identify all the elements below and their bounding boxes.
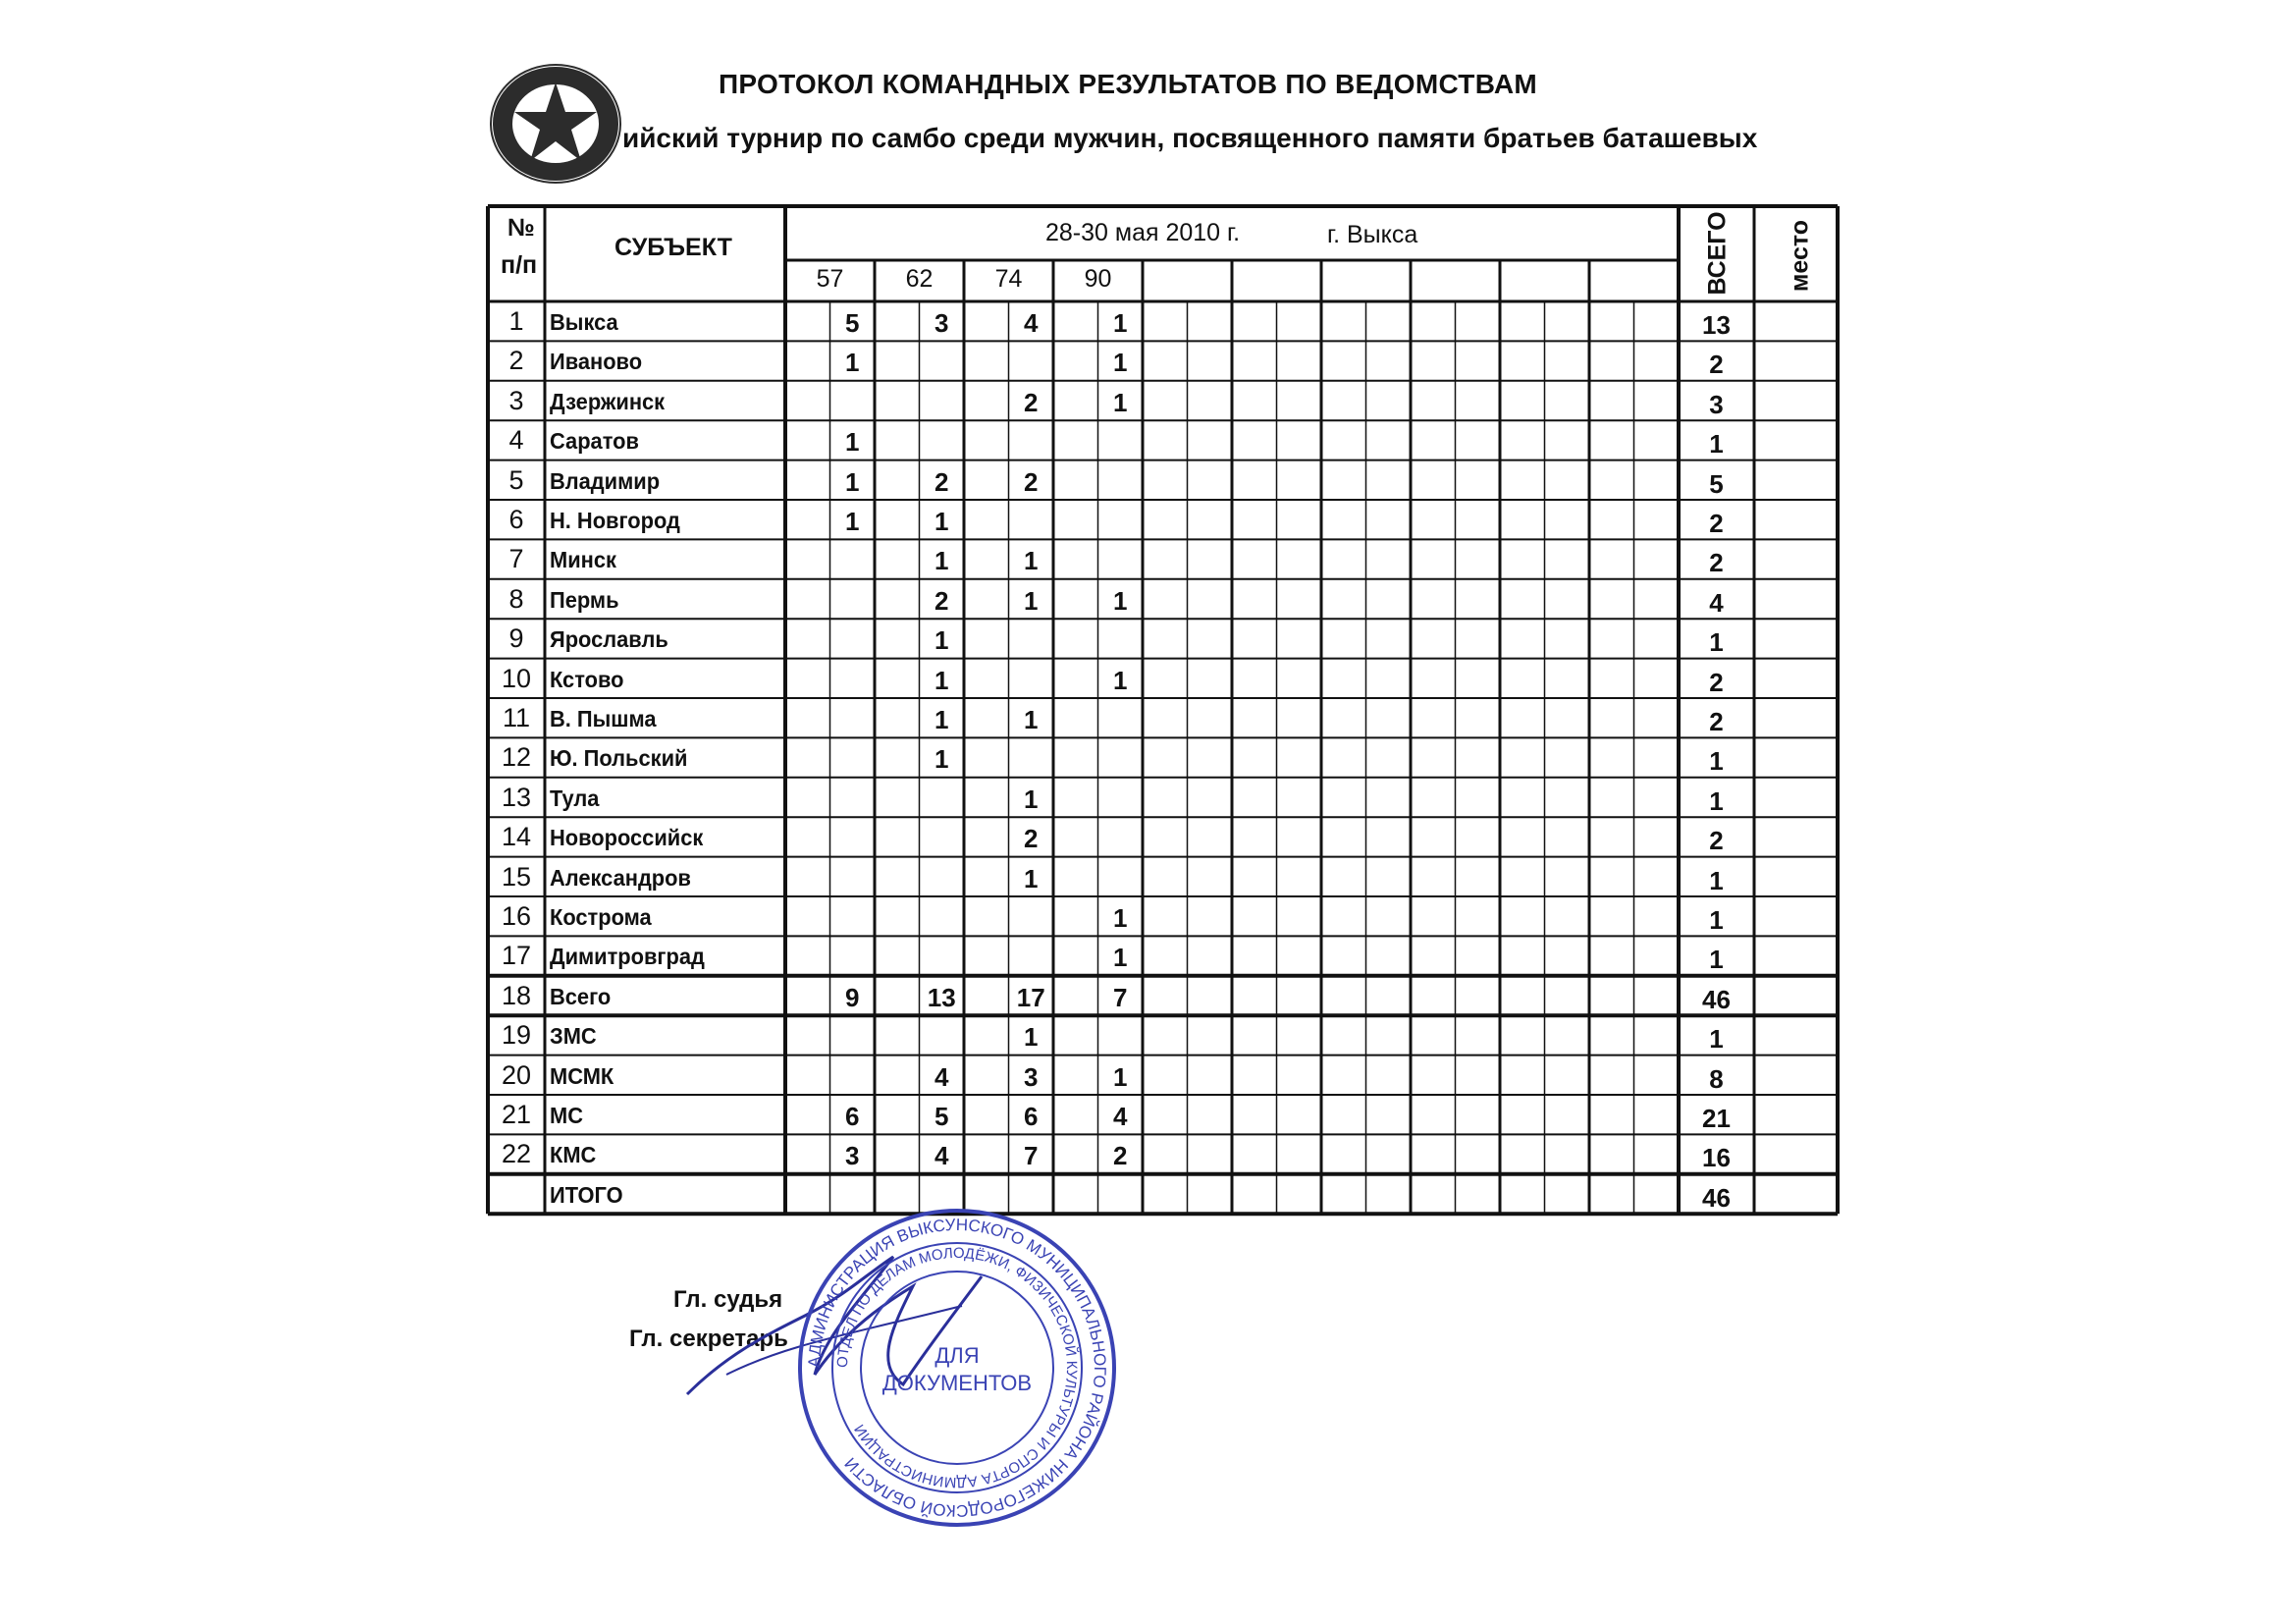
row-number: 5 [508, 464, 524, 495]
row-total: 46 [1702, 1182, 1731, 1213]
svg-text:ДЛЯ: ДЛЯ [934, 1343, 980, 1368]
subject-name: Н. Новгород [550, 508, 680, 533]
subject-name: В. Пышма [550, 706, 657, 731]
row-number: 12 [501, 742, 532, 773]
weight-value-74: 17 [1016, 982, 1045, 1012]
document-subtitle: ийский турнир по самбо среди мужчин, посвященного памяти братьев баташевых [622, 123, 1758, 153]
weight-header-74: 74 [994, 265, 1023, 293]
weight-header-90: 90 [1084, 265, 1112, 293]
subject-name: Ю. Польский [550, 745, 688, 772]
subject-name: Тула [550, 785, 600, 811]
subject-name: Выкса [550, 309, 618, 335]
row-total: 21 [1702, 1104, 1731, 1133]
weight-value-62: 1 [934, 665, 949, 695]
subject-name: МСМК [550, 1062, 614, 1089]
chief-secretary-label: Гл. секретарь [629, 1326, 788, 1352]
col-number-header: № [507, 214, 535, 242]
row-number: 3 [508, 385, 524, 415]
weight-value-74: 1 [1024, 784, 1039, 814]
weight-value-90: 7 [1113, 982, 1128, 1012]
row-total: 13 [1702, 310, 1731, 340]
weight-header-62: 62 [905, 265, 934, 293]
row-number: 11 [502, 703, 531, 732]
tournament-city: г. Выкса [1327, 221, 1418, 248]
row-number: 2 [508, 346, 524, 376]
weight-value-57: 1 [845, 507, 860, 536]
row-total: 1 [1709, 429, 1724, 460]
weight-value-90: 1 [1113, 308, 1128, 338]
weight-value-74: 1 [1024, 863, 1039, 893]
chief-judge-label: Гл. судья [673, 1286, 783, 1313]
svg-text:ОТДЕЛ ПО ДЕЛАМ МОЛОДЁЖИ, ФИЗИЧ: ОТДЕЛ ПО ДЕЛАМ МОЛОДЁЖИ, ФИЗИЧЕСКОЙ КУЛЬТУРЫ И СПОРТА АДМИНИСТРАЦИИ [833, 1244, 1081, 1491]
weight-value-57: 1 [845, 427, 860, 458]
weight-value-74: 4 [1024, 308, 1039, 338]
subject-name: Иваново [550, 349, 643, 375]
row-number: 16 [501, 901, 532, 931]
row-total: 2 [1709, 707, 1724, 736]
row-number: 21 [501, 1100, 532, 1129]
row-total: 5 [1709, 468, 1724, 499]
row-number: 7 [508, 544, 524, 574]
row-number: 4 [508, 425, 524, 456]
row-total: 1 [1709, 627, 1724, 658]
weight-value-90: 1 [1113, 585, 1128, 616]
row-number: 18 [501, 980, 532, 1010]
col-subject-header: СУБЪЕКТ [614, 234, 732, 261]
weight-value-57: 6 [845, 1102, 860, 1131]
col-number-header-sub: п/п [501, 251, 538, 279]
weight-value-90: 4 [1113, 1102, 1128, 1131]
weight-value-62: 13 [927, 982, 956, 1012]
row-total: 3 [1709, 389, 1724, 419]
row-number: 6 [508, 505, 524, 534]
weight-value-74: 3 [1024, 1061, 1039, 1092]
row-total: 1 [1709, 865, 1724, 895]
subject-name: Новороссийск [550, 825, 704, 851]
row-total: 4 [1709, 587, 1724, 618]
subject-name: ЗМС [550, 1023, 597, 1050]
row-total: 8 [1709, 1063, 1724, 1094]
weight-value-74: 1 [1024, 705, 1039, 734]
weight-value-74: 2 [1024, 466, 1039, 497]
weight-value-62: 4 [934, 1061, 949, 1092]
subject-name: Саратов [550, 428, 639, 455]
subject-name: ИТОГО [550, 1181, 623, 1208]
subject-name: МС [550, 1103, 583, 1128]
subject-name: Кстово [550, 666, 624, 692]
weight-value-62: 1 [934, 507, 949, 536]
subject-name: Ярославль [550, 626, 668, 653]
row-number: 13 [501, 782, 532, 812]
subject-name: Пермь [550, 586, 619, 613]
subject-name: Димитровград [550, 944, 705, 970]
weight-value-57: 1 [845, 466, 860, 497]
row-total: 2 [1709, 350, 1724, 380]
tournament-date: 28-30 мая 2010 г. [1045, 219, 1241, 246]
weight-value-90: 2 [1113, 1141, 1128, 1171]
weight-value-74: 1 [1024, 546, 1039, 576]
subject-name: Кострома [550, 904, 652, 930]
weight-value-74: 2 [1024, 387, 1039, 417]
weight-value-62: 1 [934, 705, 949, 734]
weight-value-74: 1 [1024, 585, 1039, 616]
svg-text:ДОКУМЕНТОВ: ДОКУМЕНТОВ [881, 1371, 1033, 1395]
weight-value-74: 1 [1024, 1022, 1039, 1053]
official-stamp [795, 1206, 1119, 1530]
weight-value-90: 1 [1113, 943, 1128, 973]
weight-value-57: 5 [845, 308, 860, 338]
weight-value-62: 1 [934, 625, 949, 656]
row-total: 1 [1709, 945, 1724, 975]
row-number: 17 [501, 941, 532, 971]
subject-name: Александров [550, 864, 691, 891]
svg-text:АДМИНИСТРАЦИЯ ВЫКСУНСКОГО МУНИ: АДМИНИСТРАЦИЯ ВЫКСУНСКОГО МУНИЦИПАЛЬНОГО РАЙОНА НИЖЕГОРОДСКОЙ ОБЛАСТИ [804, 1215, 1110, 1521]
weight-value-90: 1 [1113, 387, 1128, 417]
weight-value-57: 3 [845, 1141, 860, 1171]
weight-value-62: 5 [934, 1102, 949, 1131]
subject-name: Всего [550, 983, 612, 1009]
weight-value-62: 3 [934, 308, 949, 338]
row-total: 16 [1702, 1143, 1731, 1173]
subject-name: Минск [550, 547, 616, 573]
row-number: 15 [501, 861, 532, 892]
weight-value-62: 1 [934, 744, 949, 775]
row-total: 2 [1709, 509, 1724, 538]
row-number: 14 [501, 822, 532, 852]
weight-value-90: 1 [1113, 348, 1128, 378]
row-total: 2 [1709, 548, 1724, 578]
row-number: 8 [508, 583, 524, 614]
col-place-header: место [1786, 219, 1814, 293]
subject-name: Дзержинск [550, 388, 666, 414]
row-number: 1 [508, 306, 524, 336]
row-number: 20 [501, 1059, 532, 1090]
row-number: 22 [501, 1139, 532, 1169]
subject-name: Владимир [550, 467, 661, 494]
weight-value-74: 6 [1024, 1102, 1039, 1131]
weight-value-62: 2 [934, 585, 949, 616]
row-total: 1 [1709, 746, 1724, 777]
row-total: 1 [1709, 785, 1724, 816]
row-number: 19 [501, 1020, 532, 1051]
weight-value-90: 1 [1113, 1061, 1128, 1092]
row-total: 1 [1709, 905, 1724, 935]
subject-name: КМС [550, 1142, 597, 1168]
weight-value-62: 1 [934, 546, 949, 576]
row-total: 46 [1702, 984, 1731, 1014]
row-total: 1 [1709, 1024, 1724, 1055]
document-title: ПРОТОКОЛ КОМАНДНЫХ РЕЗУЛЬТАТОВ ПО ВЕДОМСТВАМ [719, 69, 1537, 99]
weight-value-74: 2 [1024, 824, 1039, 854]
weight-value-57: 9 [845, 982, 860, 1012]
weight-value-74: 7 [1024, 1141, 1039, 1171]
weight-value-62: 4 [934, 1141, 949, 1171]
weight-value-62: 2 [934, 466, 949, 497]
col-total-header: ВСЕГО [1703, 211, 1732, 296]
row-total: 2 [1709, 667, 1724, 697]
weight-value-90: 1 [1113, 665, 1128, 695]
row-total: 2 [1709, 826, 1724, 856]
row-number: 9 [508, 623, 524, 654]
weight-header-57: 57 [816, 265, 844, 293]
row-number: 10 [501, 663, 532, 693]
weight-value-90: 1 [1113, 903, 1128, 933]
weight-value-57: 1 [845, 348, 860, 378]
